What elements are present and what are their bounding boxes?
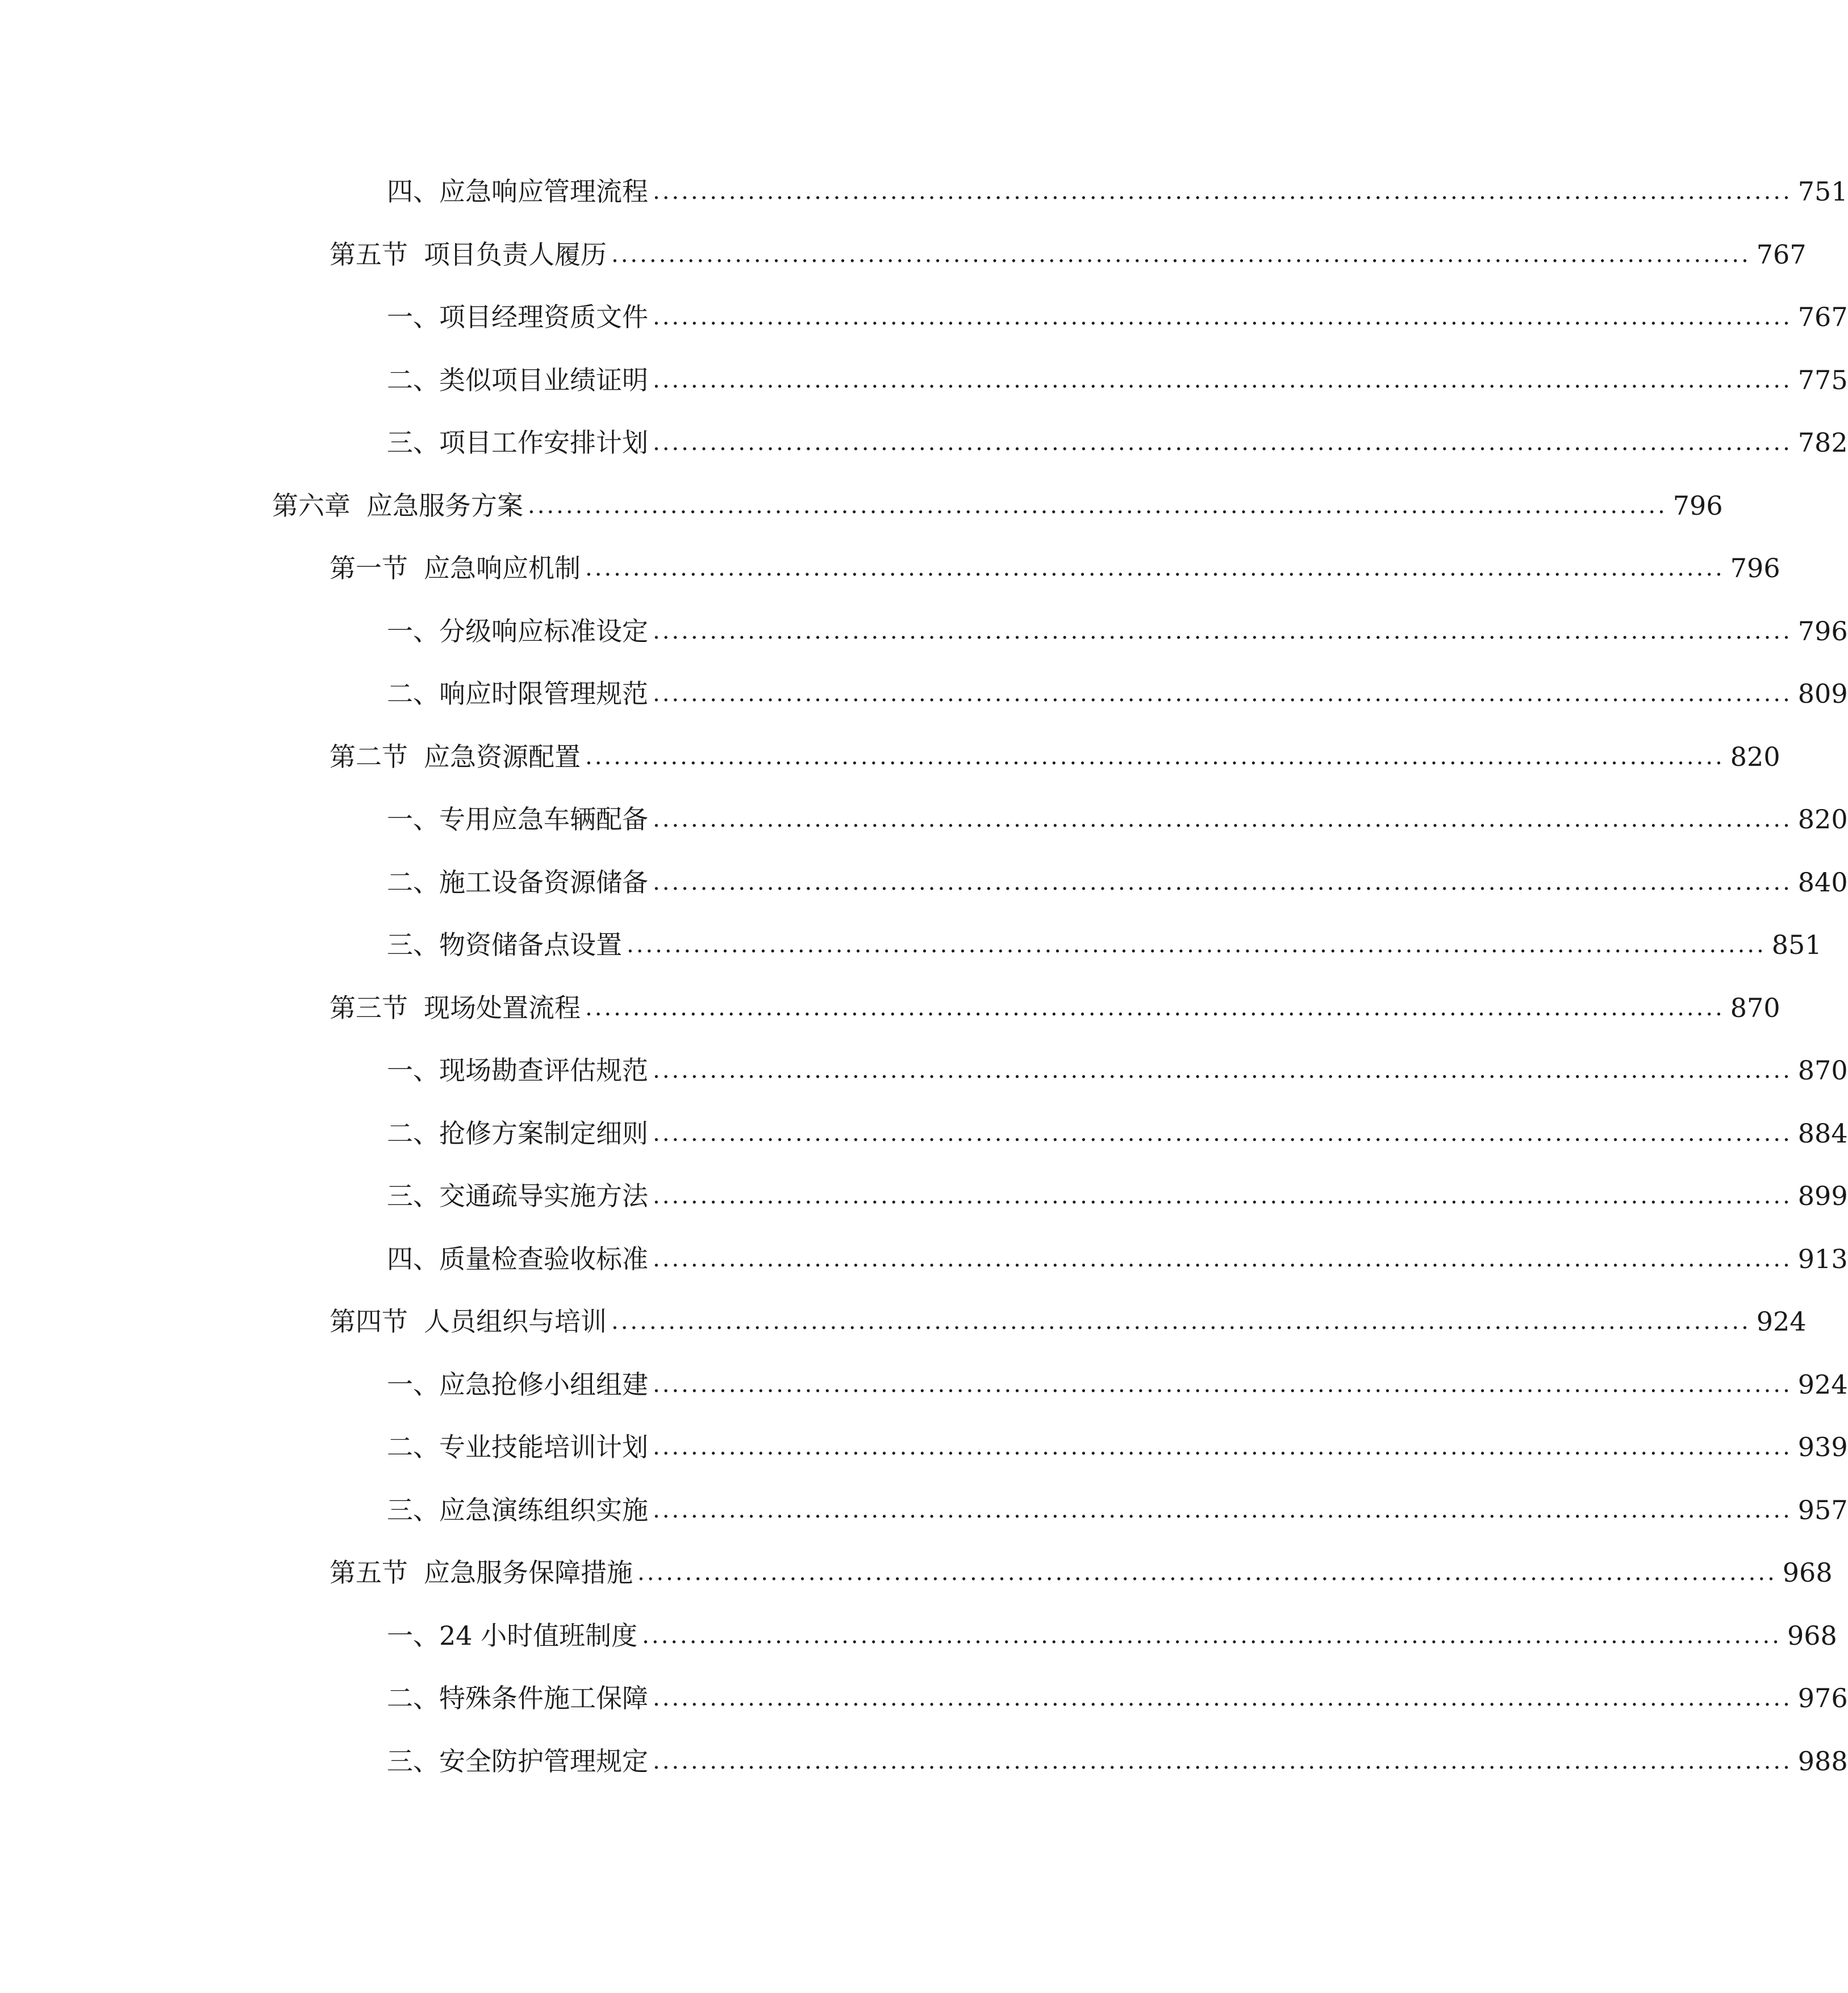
toc-entry-title: 应急演练组织实施 [439, 1494, 648, 1525]
toc-entry-number: 三、 [387, 1494, 439, 1525]
toc-entry[interactable] [329, 991, 1780, 1025]
toc-entry-number: 第六章 [272, 490, 351, 521]
toc-entry-page: 796 [1730, 553, 1780, 583]
toc-entry-title: 项目负责人履历 [424, 239, 607, 270]
toc-entry-title: 特殊条件施工保障 [439, 1683, 648, 1713]
toc-entry-number: 三、 [387, 1745, 439, 1777]
toc-entry-page: 899 [1797, 1181, 1848, 1211]
toc-entry-page: 767 [1797, 302, 1848, 332]
dot-leader: ........................................................................................................................ [585, 743, 1725, 770]
dot-leader: ........................................................................................................................ [653, 366, 1792, 393]
toc-entry[interactable] [387, 363, 1848, 397]
toc-entry-number: 二、 [387, 1432, 439, 1462]
toc-entry-page: 820 [1797, 804, 1848, 835]
toc-entry-title: 响应时限管理规范 [439, 678, 648, 709]
dot-leader: ........................................................................................................................ [653, 1183, 1792, 1209]
toc-entry[interactable] [329, 1304, 1807, 1339]
dot-leader: ........................................................................................................................ [585, 994, 1725, 1021]
toc-entry[interactable] [387, 802, 1848, 836]
dot-leader: ........................................................................................................................ [653, 430, 1792, 456]
toc-entry-title: 专业技能培训计划 [439, 1432, 648, 1462]
toc-entry-page: 884 [1797, 1118, 1848, 1149]
toc-entry-number: 二、 [387, 364, 439, 395]
dot-leader: ........................................................................................................................ [653, 681, 1792, 707]
dot-leader: ........................................................................................................................ [653, 178, 1792, 205]
toc-entry-number: 第三节 [329, 992, 408, 1023]
toc-entry-page: 976 [1797, 1683, 1848, 1713]
toc-entry-number: 二、 [387, 1683, 439, 1713]
toc-entry-number: 第五节 [329, 239, 408, 270]
dot-leader: ........................................................................................................................ [653, 1748, 1792, 1774]
toc-entry-number: 四、 [387, 1243, 439, 1274]
toc-entry[interactable] [387, 1367, 1848, 1402]
toc-entry[interactable] [387, 1179, 1848, 1213]
toc-entry-number: 三、 [387, 427, 439, 458]
toc-entry[interactable] [387, 677, 1848, 711]
toc-entry[interactable] [387, 300, 1848, 334]
toc-entry-number: 二、 [387, 866, 439, 898]
toc-entry-number: 一、 [387, 804, 439, 835]
toc-entry-title: 专用应急车辆配备 [439, 804, 648, 835]
toc-entry-title: 安全防护管理规定 [439, 1745, 648, 1777]
toc-entry-number: 三、 [387, 929, 439, 960]
toc-entry-number: 一、 [387, 1620, 439, 1651]
dot-leader: ........................................................................................................................ [611, 1308, 1751, 1335]
toc-entry-title: 应急服务方案 [366, 490, 523, 521]
toc-entry-number: 一、 [387, 1055, 439, 1086]
toc-entry-title: 抢修方案制定细则 [439, 1118, 648, 1149]
toc-entry[interactable] [329, 740, 1780, 774]
toc-entry-title: 应急服务保障措施 [424, 1557, 633, 1588]
toc-entry-title: 类似项目业绩证明 [439, 364, 648, 395]
toc-entry[interactable] [387, 1430, 1848, 1464]
dot-leader: ........................................................................................................................ [637, 1560, 1777, 1586]
toc-entry-title: 项目工作安排计划 [439, 427, 648, 458]
toc-entry-page: 809 [1797, 678, 1848, 709]
toc-entry-title: 应急抢修小组组建 [439, 1369, 648, 1400]
toc-entry-title: 24 小时值班制度 [439, 1620, 638, 1651]
toc-entry-title: 现场处置流程 [424, 992, 581, 1023]
toc-entry-page: 851 [1771, 929, 1822, 960]
toc-entry-number: 一、 [387, 302, 439, 332]
toc-entry-page: 968 [1787, 1620, 1837, 1651]
toc-entry[interactable] [387, 1053, 1848, 1087]
toc-entry-number: 第五节 [329, 1557, 408, 1588]
toc-entry-page: 782 [1797, 427, 1848, 458]
toc-entry-number: 三、 [387, 1181, 439, 1211]
dot-leader: ........................................................................................................................ [653, 1496, 1792, 1523]
dot-leader: ........................................................................................................................ [642, 1622, 1782, 1649]
toc-entry[interactable] [329, 551, 1780, 585]
toc-entry-title: 物资储备点设置 [439, 929, 622, 960]
toc-entry-title: 分级响应标准设定 [439, 615, 648, 647]
toc-entry-page: 820 [1730, 741, 1780, 772]
dot-leader: ........................................................................................................................ [653, 806, 1792, 832]
toc-entry-page: 870 [1797, 1055, 1848, 1086]
toc-entry[interactable] [329, 1556, 1833, 1590]
dot-leader: ........................................................................................................................ [653, 1685, 1792, 1711]
dot-leader: ........................................................................................................................ [611, 241, 1751, 268]
toc-entry[interactable] [387, 614, 1848, 648]
dot-leader: ........................................................................................................................ [528, 492, 1667, 519]
toc-entry-title: 应急响应机制 [424, 553, 581, 583]
toc-entry-number: 一、 [387, 1369, 439, 1400]
dot-leader: ........................................................................................................................ [585, 555, 1725, 581]
toc-entry-page: 870 [1730, 992, 1780, 1023]
toc-entry-title: 施工设备资源储备 [439, 866, 648, 898]
toc-entry[interactable] [387, 1619, 1837, 1653]
toc-entry-page: 924 [1797, 1369, 1848, 1400]
toc-entry-number: 二、 [387, 678, 439, 709]
toc-entry-number: 一、 [387, 615, 439, 647]
toc-entry-number: 第四节 [329, 1306, 408, 1337]
toc-entry-page: 796 [1672, 490, 1723, 521]
dot-leader: ........................................................................................................................ [653, 869, 1792, 895]
toc-entry-page: 840 [1797, 866, 1848, 898]
toc-entry-title: 现场勘查评估规范 [439, 1055, 648, 1086]
toc-entry-page: 939 [1797, 1432, 1848, 1462]
toc-entry[interactable] [387, 174, 1848, 209]
toc-entry[interactable] [387, 928, 1822, 962]
toc-entry-title: 交通疏导实施方法 [439, 1181, 648, 1211]
toc-entry[interactable] [387, 1681, 1848, 1715]
toc-entry-page: 775 [1797, 364, 1848, 395]
dot-leader: ........................................................................................................................ [653, 1434, 1792, 1460]
dot-leader: ........................................................................................................................ [653, 1057, 1792, 1083]
toc-entry-page: 767 [1756, 239, 1807, 270]
toc-entry-title: 应急资源配置 [424, 741, 581, 772]
toc-entry-number: 第一节 [329, 553, 408, 583]
toc-entry[interactable] [272, 489, 1723, 523]
toc-entry-page: 796 [1797, 615, 1848, 647]
toc-entry-title: 质量检查验收标准 [439, 1243, 648, 1274]
toc-entry-title: 项目经理资质文件 [439, 302, 648, 332]
toc-entry-title: 人员组织与培训 [424, 1306, 607, 1337]
toc-entry[interactable] [387, 426, 1848, 460]
dot-leader: ........................................................................................................................ [653, 1245, 1792, 1272]
toc-entry-number: 第二节 [329, 741, 408, 772]
toc-entry-page: 957 [1797, 1494, 1848, 1525]
toc-entry-page: 751 [1797, 176, 1848, 207]
toc-entry-number: 二、 [387, 1118, 439, 1149]
toc-entry-page: 988 [1797, 1745, 1848, 1777]
dot-leader: ........................................................................................................................ [627, 932, 1766, 958]
toc-entry-page: 924 [1756, 1306, 1807, 1337]
toc-entry[interactable] [387, 865, 1848, 899]
toc-entry-page: 968 [1782, 1557, 1833, 1588]
toc-entry[interactable] [329, 237, 1807, 272]
toc-entry[interactable] [387, 1116, 1848, 1150]
dot-leader: ........................................................................................................................ [653, 1371, 1792, 1398]
dot-leader: ........................................................................................................................ [653, 618, 1792, 644]
toc-entry[interactable] [387, 1744, 1848, 1778]
toc-entry-number: 四、 [387, 176, 439, 207]
dot-leader: ........................................................................................................................ [653, 1120, 1792, 1146]
dot-leader: ........................................................................................................................ [653, 304, 1792, 330]
toc-entry[interactable] [387, 1493, 1848, 1527]
toc-entry-title: 应急响应管理流程 [439, 176, 648, 207]
toc-entry-page: 913 [1797, 1243, 1848, 1274]
toc-entry[interactable] [387, 1242, 1848, 1276]
